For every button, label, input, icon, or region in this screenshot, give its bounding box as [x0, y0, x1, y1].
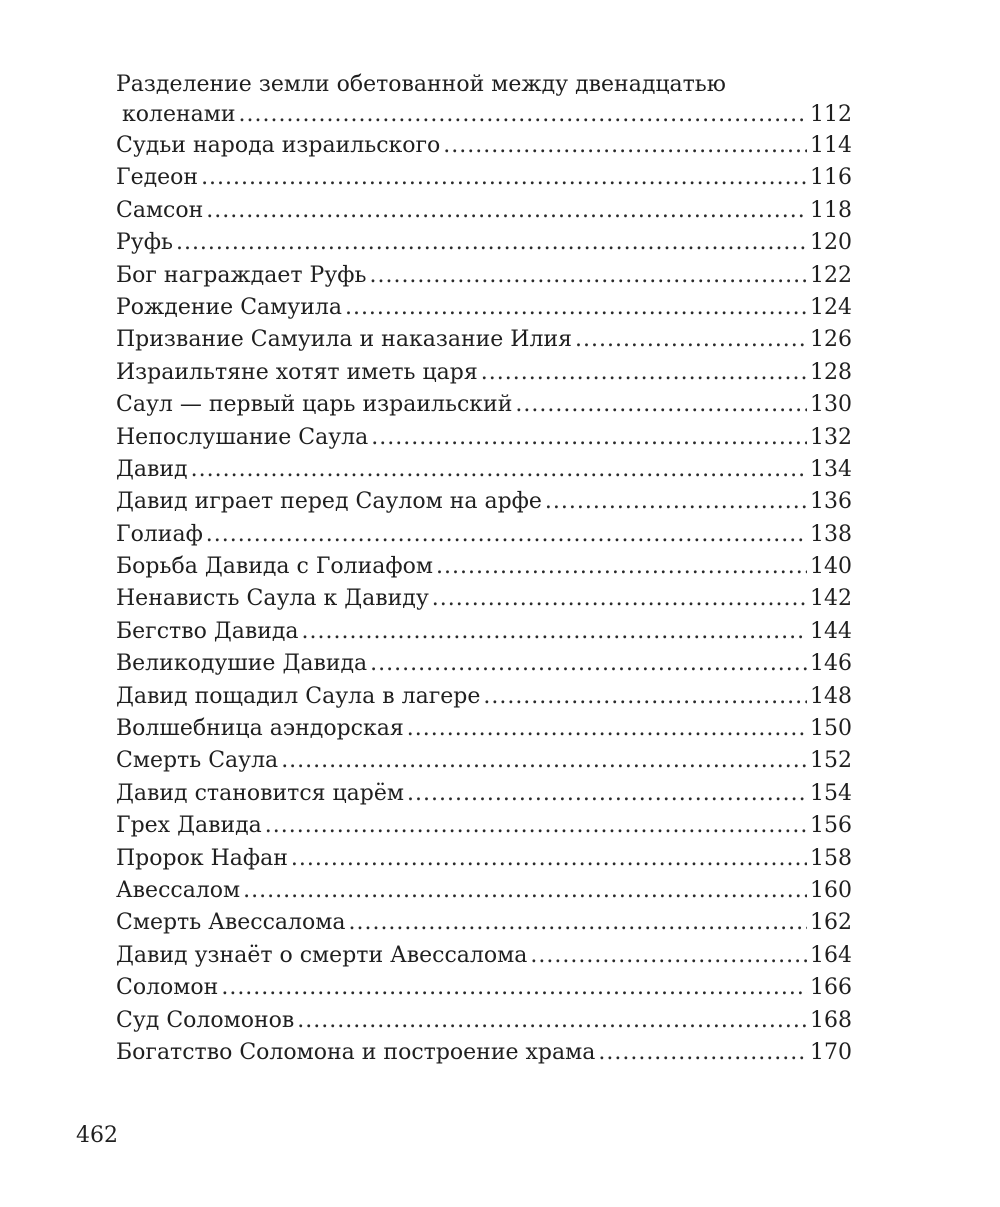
toc-entry-title: Великодушие Давида	[116, 651, 368, 677]
toc-entry	[116, 357, 852, 389]
toc-entry-title: Судьи народа израильского	[116, 133, 441, 158]
dot-leader	[483, 681, 807, 713]
toc-entry-title: Гедеон	[116, 165, 199, 191]
toc-entry	[116, 389, 852, 421]
toc-entry	[116, 940, 852, 972]
dot-leader	[575, 324, 807, 356]
toc-entry	[116, 972, 852, 1004]
toc-entry-title: Смерть Саула	[116, 748, 279, 774]
toc-entry-page: 150	[810, 716, 852, 742]
toc-entry-title: Непослушание Саула	[116, 424, 369, 450]
toc-entry-page: 144	[810, 618, 852, 644]
dot-leader	[302, 616, 807, 648]
toc-entry-title: Суд Соломонов	[116, 1007, 295, 1033]
dot-leader	[432, 583, 807, 615]
toc-entry-title: Бегство Давида	[116, 618, 299, 644]
toc-entry-page: 142	[810, 586, 852, 612]
toc-entry-title-line1: Разделение земли обетованной между двенадцатью	[116, 72, 726, 97]
toc-entry-page: 120	[810, 230, 852, 256]
toc-entry	[116, 551, 852, 583]
toc-entry-title: Призвание Самуила и наказание Илия	[116, 327, 572, 353]
toc-entry-page: 156	[810, 813, 852, 839]
dot-leader	[369, 260, 807, 292]
toc-entry-page: 152	[810, 748, 852, 774]
dot-leader	[176, 227, 807, 259]
toc-entry-page: 122	[810, 262, 852, 288]
toc-entry-title: Грех Давида	[116, 813, 262, 839]
toc-entry-page: 166	[810, 975, 852, 1001]
toc-entry-title-line2: коленами	[122, 102, 236, 127]
dot-leader	[201, 162, 807, 194]
dot-leader	[191, 454, 807, 486]
toc-entry-title: Богатство Соломона и построение храма	[116, 1039, 596, 1065]
toc-entry	[116, 1037, 852, 1069]
toc-entry-page: 160	[810, 877, 852, 903]
toc-entry-page: 112	[810, 102, 852, 127]
toc-entry	[116, 745, 852, 777]
toc-entry	[116, 616, 852, 648]
toc-entry	[116, 130, 852, 162]
dot-leader	[481, 357, 807, 389]
toc-entry-title: Авессалом	[116, 877, 241, 903]
toc-entry-page: 130	[810, 392, 852, 418]
dot-leader	[515, 389, 807, 421]
toc-entry-title: Саул — первый царь израильский	[116, 392, 513, 418]
toc-entry	[116, 713, 852, 745]
toc-entry-title: Пророк Нафан	[116, 845, 288, 871]
toc-entry	[116, 260, 852, 292]
toc-entry	[116, 519, 852, 551]
toc-entry-page: 146	[810, 651, 852, 677]
dot-leader	[281, 745, 807, 777]
toc-entry	[116, 583, 852, 615]
toc-entry	[116, 227, 852, 259]
toc-entry-title: Давид играет перед Саулом на арфе	[116, 489, 542, 515]
dot-leader	[348, 907, 807, 939]
dot-leader	[370, 648, 807, 680]
toc-entry-title: Волшебница аэндорская	[116, 716, 404, 742]
dot-leader	[345, 292, 807, 324]
dot-leader	[221, 972, 807, 1004]
toc-entry-title: Бог награждает Руфь	[116, 262, 367, 288]
toc-entry-page: 132	[810, 424, 852, 450]
toc-entry-page: 116	[810, 165, 852, 191]
dot-leader	[407, 778, 807, 810]
toc-entry-title: Ненависть Саула к Давиду	[116, 586, 429, 612]
toc-entry-page: 170	[810, 1039, 852, 1065]
toc-entry-title: Борьба Давида с Голиафом	[116, 554, 433, 580]
toc-entry-title: Израильтяне хотят иметь царя	[116, 359, 478, 385]
toc-entry-page: 154	[810, 780, 852, 806]
dot-leader	[371, 422, 807, 454]
dot-leader	[407, 713, 807, 745]
toc-entry-line2	[116, 100, 852, 130]
toc-entry	[116, 648, 852, 680]
dot-leader	[206, 519, 807, 551]
toc-entry	[116, 875, 852, 907]
toc-entry-page: 148	[810, 683, 852, 709]
toc-entry	[116, 843, 852, 875]
toc-entry-page: 138	[810, 521, 852, 547]
dot-leader	[436, 551, 807, 583]
toc-entry-page: 124	[810, 294, 852, 320]
toc-entry-page: 128	[810, 359, 852, 385]
toc-entry-title: Самсон	[116, 197, 204, 223]
dot-leader	[265, 810, 807, 842]
toc-entry	[116, 422, 852, 454]
toc-entry-page: 162	[810, 910, 852, 936]
toc-entry	[116, 292, 852, 324]
toc-entry	[116, 681, 852, 713]
dot-leader	[239, 100, 807, 130]
toc-entry-title: Рождение Самуила	[116, 294, 342, 320]
toc-entry-title: Соломон	[116, 975, 219, 1001]
table-of-contents	[116, 70, 852, 1069]
toc-entry-title: Давид становится царём	[116, 780, 404, 806]
toc-entry-title: Давид	[116, 456, 188, 482]
toc-entry-page: 168	[810, 1007, 852, 1033]
toc-entry-page: 126	[810, 327, 852, 353]
toc-entry	[116, 454, 852, 486]
toc-entry	[116, 778, 852, 810]
toc-entry-page: 118	[810, 197, 852, 223]
toc-entry-page: 158	[810, 845, 852, 871]
toc-entry	[116, 907, 852, 939]
page-number: 462	[76, 1123, 118, 1148]
dot-leader	[545, 486, 807, 518]
toc-entry-title: Давид узнаёт о смерти Авессалома	[116, 942, 528, 968]
toc-entry	[116, 1005, 852, 1037]
toc-entry	[116, 195, 852, 227]
dot-leader	[243, 875, 807, 907]
toc-entry-page: 140	[810, 554, 852, 580]
toc-entry	[116, 810, 852, 842]
dot-leader	[206, 195, 807, 227]
dot-leader	[443, 130, 807, 162]
dot-leader	[291, 843, 807, 875]
toc-entry-title: Смерть Авессалома	[116, 910, 346, 936]
toc-entry	[116, 162, 852, 194]
toc-entry-page: 136	[810, 489, 852, 515]
toc-entry-title: Руфь	[116, 230, 173, 256]
toc-entry-page: 164	[810, 942, 852, 968]
toc-entry	[116, 486, 852, 518]
dot-leader	[598, 1037, 807, 1069]
dot-leader	[530, 940, 807, 972]
toc-entry-title: Давид пощадил Саула в лагере	[116, 683, 481, 709]
toc-entry	[116, 324, 852, 356]
toc-entry-page: 114	[810, 133, 852, 158]
toc-entry-title: Голиаф	[116, 521, 203, 547]
toc-entry	[116, 70, 852, 130]
dot-leader	[297, 1005, 807, 1037]
toc-entry-page: 134	[810, 456, 852, 482]
